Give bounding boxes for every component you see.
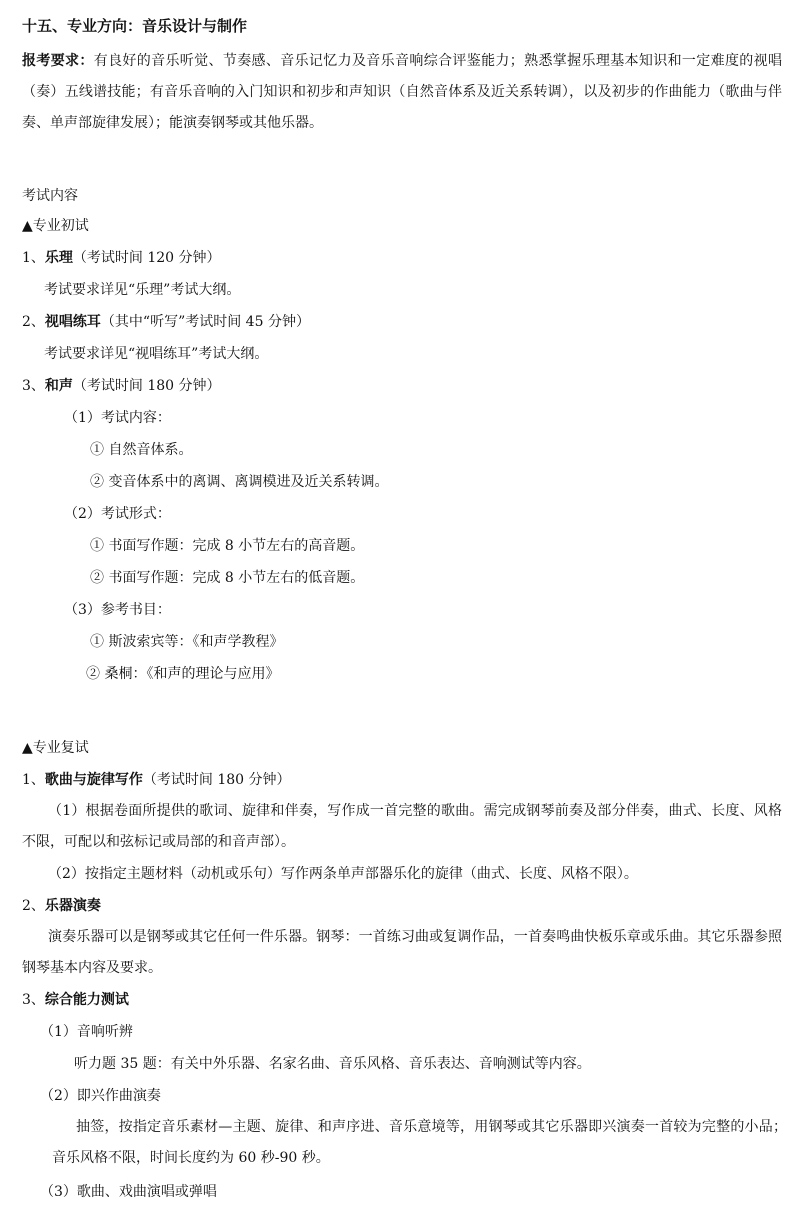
item-number: 1、 [22, 772, 45, 788]
requirements-label: 报考要求： [22, 53, 94, 69]
retest-item-3 [22, 990, 129, 1010]
harmony-sub-3-b: ② 桑桐：《和声的理论与应用》 [86, 666, 280, 682]
item-number: 2、 [22, 314, 45, 330]
item-number: 2、 [22, 898, 45, 914]
retest-3-sub-3-label: （3）歌曲、戏曲演唱或弹唱 [40, 1184, 217, 1200]
harmony-sub-3-a: ① 斯波索宾等：《和声学教程》 [90, 634, 284, 650]
retest-item-2-para: 演奏乐器可以是钢琴或其它任何一件乐器。钢琴：一首练习曲或复调作品，一首奏鸣曲快板乐章或乐曲。其它乐器参照钢琴基本内容及要求。 [22, 929, 782, 976]
retest-item-1 [22, 770, 291, 790]
retest-3-sub-2-text: 抽签，按指定音乐素材—主题、旋律、和声序进、音乐意境等，用钢琴或其它乐器即兴演奏一首较为完整的小品；音乐风格不限，时间长度约为 60 秒-90 秒。 [52, 1119, 787, 1166]
item-number: 1、 [22, 250, 45, 266]
item-title: 和声 [44, 378, 73, 394]
item-number: 3、 [22, 378, 45, 394]
retest-item-1-para-2: （2）按指定主题材料（动机或乐句）写作两条单声部器乐化的旋律（曲式、长度、风格不限）。 [48, 866, 638, 882]
retest-item-1-para-1: （1）根据卷面所提供的歌词、旋律和伴奏，写作成一首完整的歌曲。需完成钢琴前奏及部分伴奏，曲式、长度、风格不限，可配以和弦标记或局部的和音声部）。 [22, 803, 782, 850]
retest-heading: ▲专业复试 [22, 740, 89, 756]
retest-item-2 [22, 896, 101, 916]
item-title: 乐理 [44, 250, 73, 266]
retest-3-sub-1-label: （1）音响听辨 [40, 1024, 133, 1040]
item-title: 视唱练耳 [44, 314, 101, 330]
document-title: 十五、专业方向：音乐设计与制作 [22, 17, 248, 35]
retest-3-sub-1-text: 听力题 35 题：有关中外乐器、名家名曲、音乐风格、音乐表达、音响测试等内容。 [74, 1056, 591, 1072]
item-title: 综合能力测试 [44, 992, 129, 1008]
prelim-item-1 [22, 248, 221, 268]
harmony-sub-1-b: ② 变音体系中的离调、离调模进及近关系转调。 [90, 474, 389, 490]
harmony-sub-2-label: （2）考试形式： [64, 506, 171, 522]
retest-3-sub-2-label: （2）即兴作曲演奏 [40, 1088, 161, 1104]
prelim-item-2-desc: 考试要求详见“视唱练耳”考试大纲。 [44, 346, 269, 362]
prelim-item-2 [22, 312, 310, 332]
harmony-sub-2-a: ① 书面写作题：完成 8 小节左右的高音题。 [90, 538, 365, 554]
harmony-sub-2-b: ② 书面写作题：完成 8 小节左右的低音题。 [90, 570, 365, 586]
item-note: （其中“听写”考试时间 45 分钟） [100, 314, 310, 330]
item-note: （考试时间 180 分钟） [142, 772, 291, 788]
requirements-paragraph [22, 46, 782, 139]
requirements-text: 有良好的音乐听觉、节奏感、音乐记忆力及音乐音响综合评鉴能力；熟悉掌握乐理基本知识和一定难度的视唱（奏）五线谱技能；有音乐音响的入门知识和初步和声知识（自然音体系及近关系转调），以及初步的作曲能力（歌曲与伴奏、单声部旋律发展）；能演奏钢琴或其他乐器。 [22, 53, 783, 131]
content-heading: 考试内容 [22, 188, 78, 204]
prelim-item-3 [22, 376, 221, 396]
item-number: 3、 [22, 992, 45, 1008]
harmony-sub-1-label: （1）考试内容： [64, 410, 171, 426]
harmony-sub-3-label: （3）参考书目： [64, 602, 171, 618]
prelim-item-1-desc: 考试要求详见“乐理”考试大纲。 [44, 282, 241, 298]
item-note: （考试时间 120 分钟） [72, 250, 221, 266]
item-title: 歌曲与旋律写作 [44, 772, 143, 788]
preliminary-heading: ▲专业初试 [22, 218, 89, 234]
harmony-sub-1-a: ① 自然音体系。 [90, 442, 193, 458]
item-note: （考试时间 180 分钟） [72, 378, 221, 394]
item-title: 乐器演奏 [44, 898, 101, 914]
